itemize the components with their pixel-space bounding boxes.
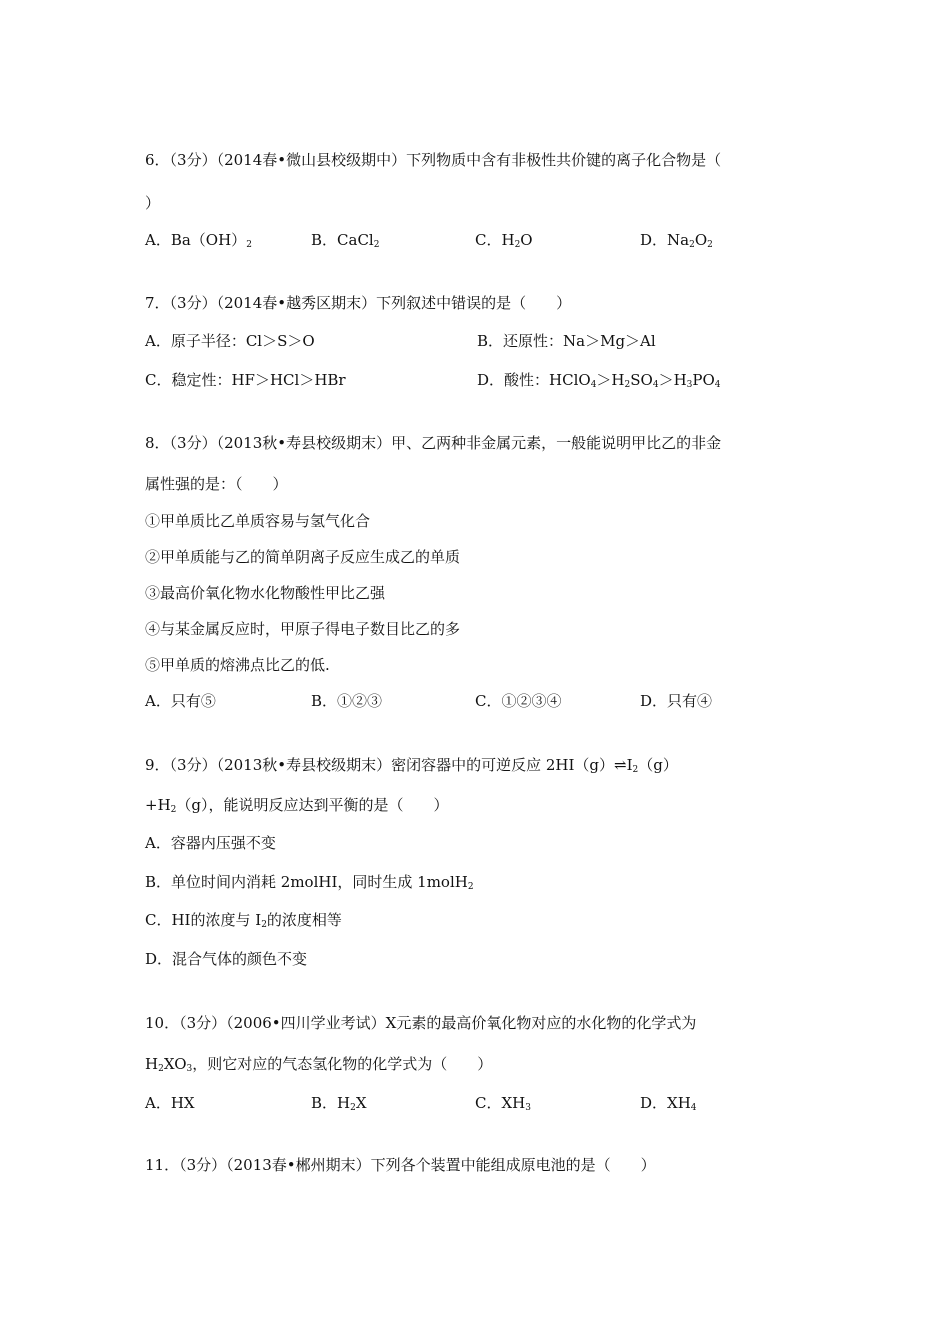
q9-option-d: D．混合气体的颜色不变 <box>145 950 308 968</box>
q6-stem: 6．（3分）（2014春•微山县校级期中）下列物质中含有非极性共价键的离子化合物是（ <box>145 151 722 169</box>
q11-stem: 11．（3分）（2013春•郴州期末）下列各个装置中能组成原电池的是（ ） <box>145 1156 656 1174</box>
q8-option-b: B．①②③ <box>311 692 383 710</box>
q8-item: ⑤甲单质的熔沸点比乙的低. <box>145 656 330 674</box>
q10-stem-line2: $H_2XO_3$，则它对应的气态氢化物的化学式为（ ） <box>145 1055 493 1074</box>
q7-option-c: C．稳定性：HF＞HCl＞HBr <box>145 371 346 389</box>
q10-stem-line1: 10．（3分）（2006•四川学业考试）X元素的最高价氧化物对应的水化物的化学式为 <box>145 1014 697 1032</box>
q8-item: ①甲单质比乙单质容易与氢气化合 <box>145 512 371 530</box>
q9-option-a: A．容器内压强不变 <box>145 834 276 852</box>
q9-stem-line2: $+H_2(g)$，能说明反应达到平衡的是（ ） <box>145 796 449 815</box>
q10-option-b: B．$H_2X$ <box>311 1094 367 1113</box>
q8-item: ④与某金属反应时，甲原子得电子数目比乙的多 <box>145 620 461 638</box>
q8-item: ②甲单质能与乙的简单阴离子反应生成乙的单质 <box>145 548 461 566</box>
q7-option-d: D．酸性：$HClO_4>H_2SO_4>H_3PO_4$ <box>477 371 721 390</box>
q8-option-d: D．只有④ <box>640 692 713 710</box>
q6-option-a: A．$Ba(OH)_2$ <box>145 231 252 250</box>
q7-option-a: A．原子半径：Cl＞S＞O <box>145 332 315 350</box>
q8-stem-line2: 属性强的是：（ ） <box>145 475 288 493</box>
q6-option-c: C．$H_2O$ <box>475 231 533 250</box>
equilibrium-arrow-icon: ⇌ <box>614 756 627 774</box>
q6-option-b: B．CaCl$_2$ <box>311 231 380 250</box>
q6-stem-end: ） <box>145 194 161 212</box>
q8-stem-line1: 8．（3分）（2013秋•寿县校级期末）甲、乙两种非金属元素，一般能说明甲比乙的非金 <box>145 434 722 452</box>
q10-option-d: D．$XH_4$ <box>640 1094 697 1113</box>
q9-stem-line1: 9．（3分）（2013秋•寿县校级期末）密闭容器中的可逆反应 $2HI(g)\rightleftharpoons I_2(g)$ <box>145 756 678 775</box>
q10-option-a: A．HX <box>145 1094 195 1112</box>
q8-item: ③最高价氧化物水化物酸性甲比乙强 <box>145 584 386 602</box>
q9-option-b: B．单位时间内消耗 2molHI，同时生成 1molH$_2$ <box>145 873 474 892</box>
q10-option-c: C．$XH_3$ <box>475 1094 531 1113</box>
q8-option-a: A．只有⑤ <box>145 692 216 710</box>
q8-option-c: C．①②③④ <box>475 692 562 710</box>
q7-stem: 7．（3分）（2014春•越秀区期末）下列叙述中错误的是（ ） <box>145 294 572 312</box>
q9-option-c: C．HI的浓度与 $I_2$的浓度相等 <box>145 911 342 930</box>
q7-option-b: B．还原性：Na＞Mg＞Al <box>477 332 656 350</box>
q6-option-d: D．$Na_2O_2$ <box>640 231 713 250</box>
